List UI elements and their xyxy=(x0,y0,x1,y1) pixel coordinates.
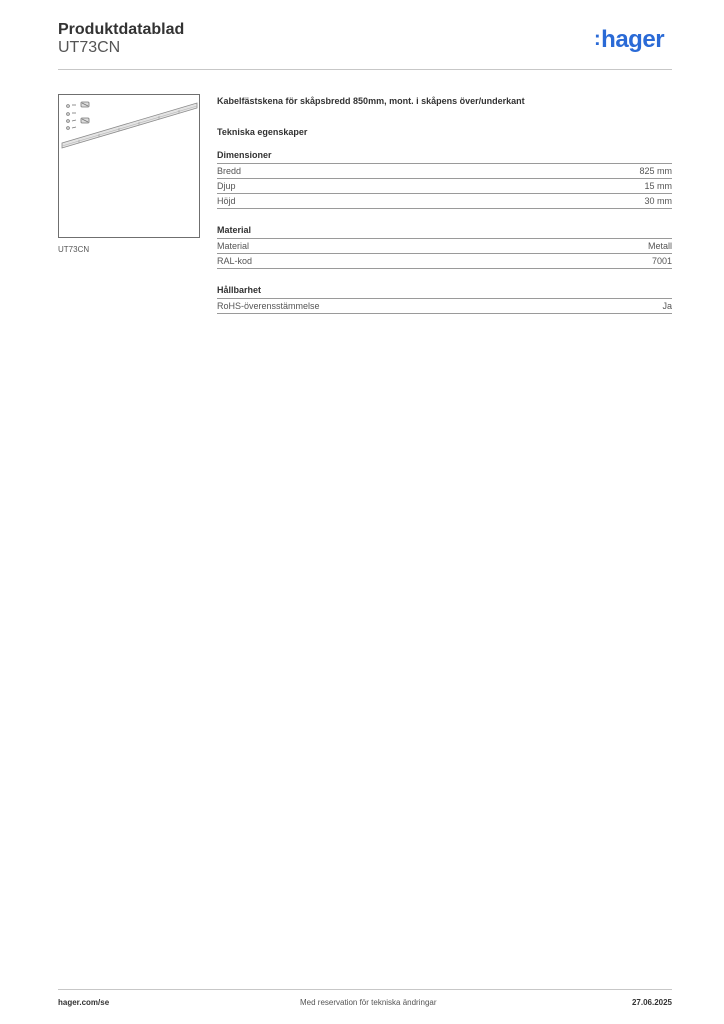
logo-text: hager xyxy=(601,26,665,53)
page-title: Produktdatablad xyxy=(58,21,185,38)
section-dimensions xyxy=(217,150,672,209)
property-row xyxy=(217,164,672,179)
property-label: Bredd xyxy=(217,166,242,176)
product-image xyxy=(58,94,200,238)
property-value: Metall xyxy=(647,241,672,251)
property-value: 825 mm xyxy=(639,166,672,176)
footer-divider xyxy=(58,989,672,990)
property-value: 7001 xyxy=(651,256,672,266)
section-title: Dimensioner xyxy=(217,150,672,164)
property-label: Material xyxy=(217,241,250,251)
property-row xyxy=(217,239,672,254)
property-value: 30 mm xyxy=(644,196,672,206)
property-value: Ja xyxy=(662,301,672,311)
product-details xyxy=(217,96,672,314)
footer-website-link[interactable]: hager.com/se xyxy=(58,998,110,1007)
header-divider xyxy=(58,69,672,70)
property-row xyxy=(217,254,672,269)
product-code: UT73CN xyxy=(58,39,121,56)
property-row xyxy=(217,194,672,209)
footer-note: Med reservation för tekniska ändringar xyxy=(300,998,437,1007)
section-title: Material xyxy=(217,225,672,239)
product-description: Kabelfästskena för skåpsbredd 850mm, mont. i skåpens över/underkant xyxy=(217,96,525,106)
property-label: RoHS-överensstämmelse xyxy=(217,301,320,311)
section-title: Hållbarhet xyxy=(217,285,672,299)
properties-heading: Tekniska egenskaper xyxy=(217,127,308,137)
property-row xyxy=(217,179,672,194)
property-label: RAL-kod xyxy=(217,256,253,266)
property-row xyxy=(217,299,672,314)
hager-logo[interactable]: :hager xyxy=(594,26,665,53)
property-label: Höjd xyxy=(217,196,236,206)
property-value: 15 mm xyxy=(644,181,672,191)
property-label: Djup xyxy=(217,181,236,191)
footer-date: 27.06.2025 xyxy=(631,998,672,1007)
section-sustainability xyxy=(217,285,672,314)
image-caption: UT73CN xyxy=(58,245,90,254)
cable-rail-icon xyxy=(59,95,199,237)
section-material xyxy=(217,225,672,269)
